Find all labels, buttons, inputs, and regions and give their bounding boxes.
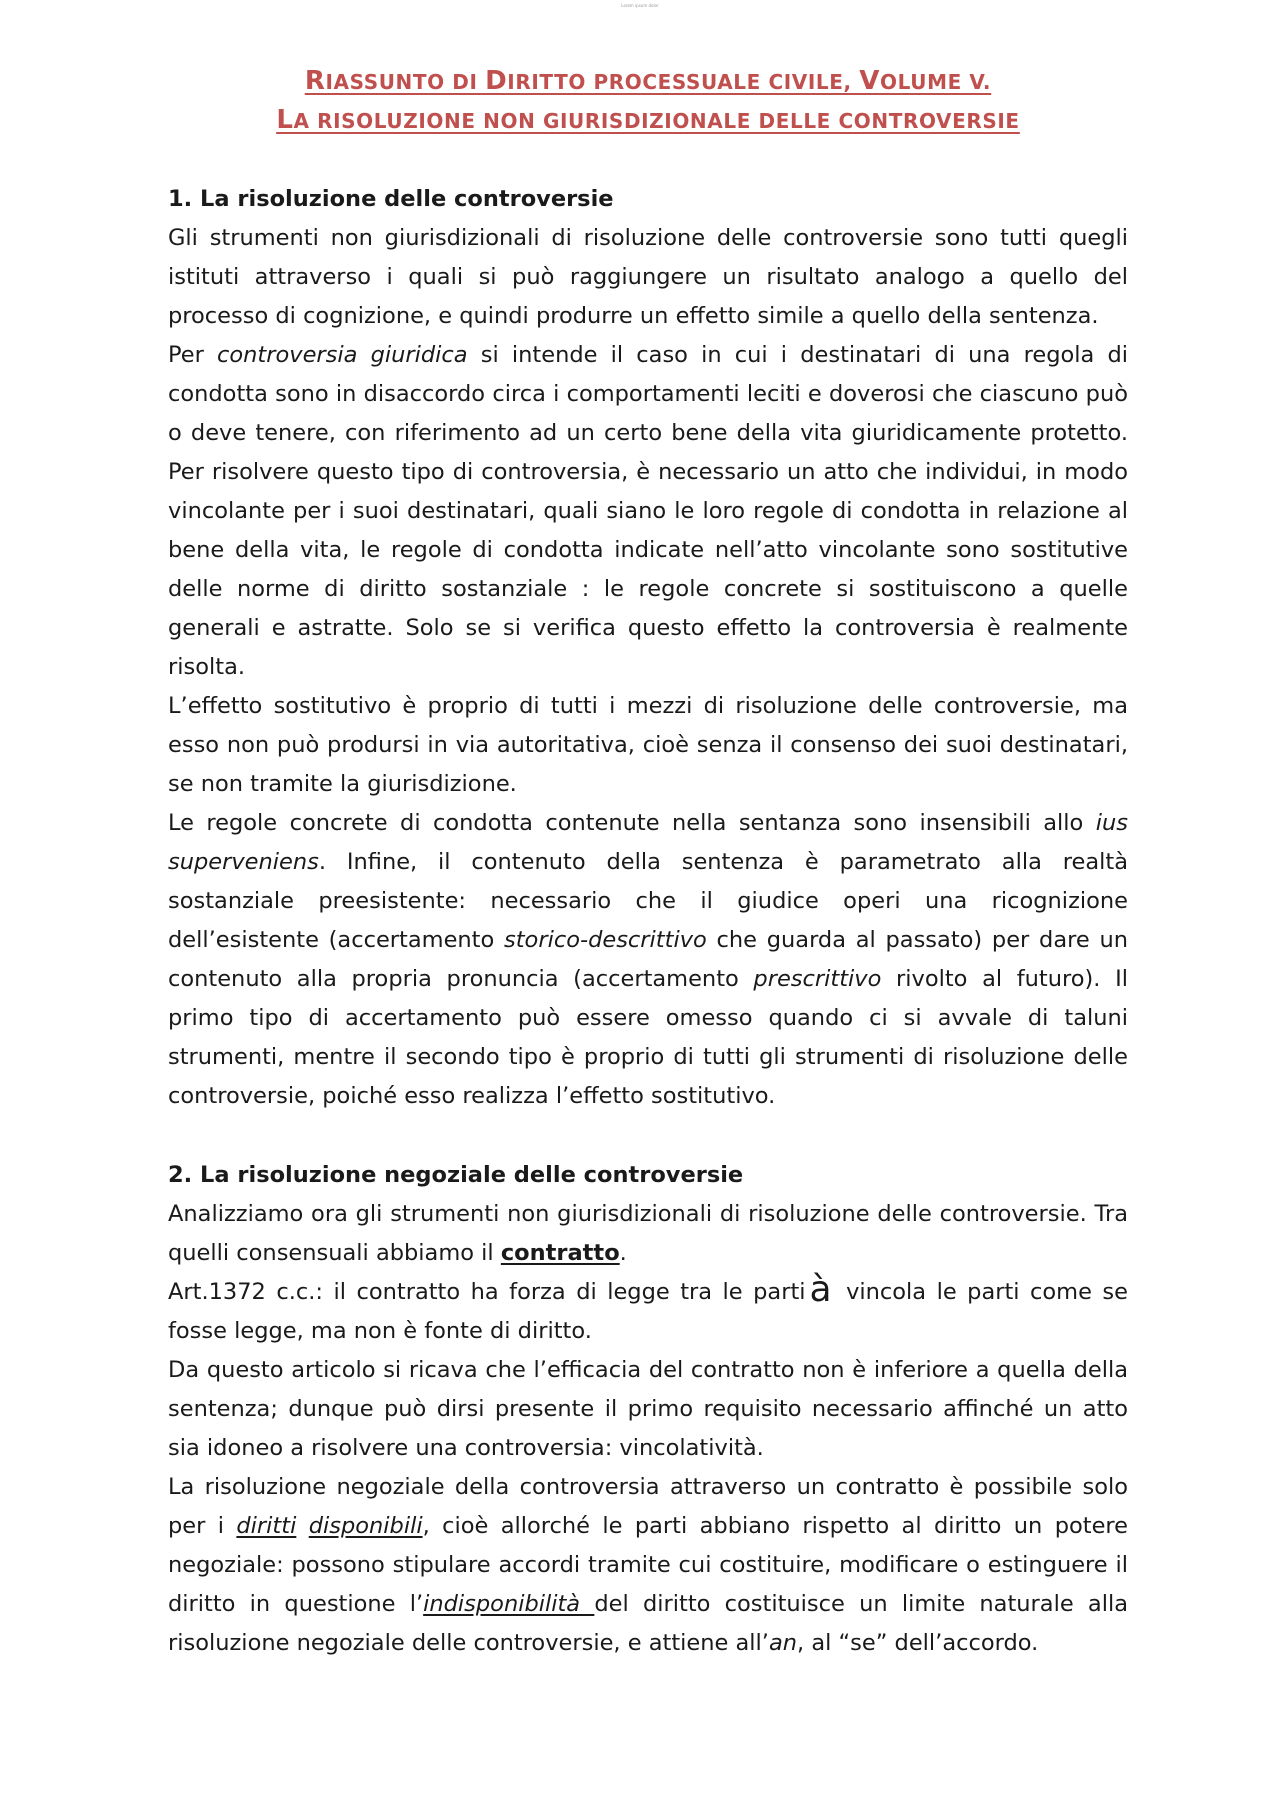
text-run: che guarda al passato) per dare un contenuto alla propria pronuncia (accertamento [168,927,1128,992]
paragraph: L’effetto sostitutivo è proprio di tutti i mezzi di risoluzione delle controversie, ma esso non può prodursi in via autoritativa, cioè senza il consenso dei suoi destinatari, se non tramite la giurisdizione. [168,693,1128,797]
section-2 [168,1156,1128,1663]
text-run: rivolto al futuro). Il primo tipo di accertamento può essere omesso quando ci si avvale di taluni strumenti, mentre il secondo tipo è proprio di tutti gli strumenti di risoluzione delle controversie, poiché esso realizza l’effetto sostitutivo. [168,966,1128,1109]
title-text: IRITTO PROCESSUALE CIVILE, [507,70,860,94]
document-title [168,62,1128,140]
section-heading: 1. La risoluzione delle controversie [168,186,614,212]
italic-term: an [768,1630,798,1656]
text-run: Art.1372 c.c.: il contratto ha forza di legge tra le parti [168,1279,806,1305]
text-run: Analizziamo ora gli strumenti non giurisdizionali di risoluzione delle controversie. Tra quelli consensuali abbiamo il [168,1201,1128,1266]
text-run: La risoluzione negoziale della controversia attraverso un contratto è possibile solo per i [168,1474,1128,1539]
title-initial-v: V [859,66,881,96]
text-run: . [619,1240,627,1266]
title-text: OLUME V. [880,70,992,94]
title-initial-r: R [304,66,326,96]
section-heading: 2. La risoluzione negoziale delle controversie [168,1162,744,1188]
underlined-term: diritti [236,1513,297,1539]
paragraph: Gli strumenti non giurisdizionali di risoluzione delle controversie sono tutti quegli istituti attraverso i quali si può raggiungere un risultato analogo a quello del processo di cognizione, e quindi produrre un effetto simile a quello della sentenza. [168,225,1128,329]
paragraph [168,336,1128,687]
italic-term: storico-descrittivo [504,927,707,953]
title-line-1 [168,62,1128,101]
text-run: , cioè allorché le parti abbiano rispetto al diritto un potere negoziale: possono stipulare accordi tramite cui costituire, modificare o estinguere il diritto in questione l’ [168,1513,1129,1617]
title-line-2 [168,101,1128,140]
underlined-term: indisponibilità [423,1591,595,1617]
paragraph: Da questo articolo si ricava che l’efficacia del contratto non è inferiore a quella della sentenza; dunque può dirsi presente il primo requisito necessario affinché un atto sia idoneo a risolvere una controversia: vincolatività. [168,1357,1128,1461]
bold-term: contratto [500,1240,620,1266]
text-run: vincola le parti come se fosse legge, ma non è fonte di diritto. [168,1279,1128,1344]
italic-term: controversia giuridica [217,342,468,368]
text-run [296,1513,308,1539]
title-initial-l: L [276,105,294,135]
text-run: del diritto costituisce un limite naturale alla risoluzione negoziale delle controversie, e attiene all’ [168,1591,1128,1656]
paragraph [168,1468,1128,1663]
section-1 [168,180,1128,1116]
document-page [168,62,1128,1663]
page-header-mark: Lorem ipsum dolor [621,3,659,8]
title-initial-d: D [485,66,508,96]
paragraph [168,804,1128,1116]
text-run: . Infine, il contenuto della sentenza è parametrato alla realtà sostanziale preesistente: necessario che il giudice operi una ricognizione dell’esistente (accertamento [168,849,1128,953]
title-text: IASSUNTO DI [325,70,486,94]
arrow-symbol-icon: à [809,1269,832,1310]
paragraph [168,1195,1128,1273]
paragraph [168,1269,1128,1351]
text-run: Le regole concrete di condotta contenute nella sentanza sono insensibili allo [168,810,1096,836]
text-run: si intende il caso in cui i destinatari di una regola di condotta sono in disaccordo circa i comportamenti leciti e doverosi che ciascuno può o deve tenere, con riferimento ad un certo bene della vita giuridicamente protetto. Per risolvere questo tipo di controversia, è necessario un atto che individui, in modo vincolante per i suoi destinatari, quali siano le loro regole di condotta in relazione al bene della vita, le regole di condotta indicate nell’atto vincolante sono sostitutive delle norme di diritto sostanziale : le regole concrete si sostituiscono a quelle generali e astratte. Solo se si verifica questo effetto la controversia è realmente risolta. [168,342,1129,680]
text-run: Per [168,342,218,368]
underlined-term: disponibili [308,1513,423,1539]
italic-term: prescrittivo [753,966,882,992]
italic-term: ius superveniens [168,810,1128,875]
title-text: A RISOLUZIONE NON GIURISDIZIONALE DELLE CONTROVERSIE [293,109,1020,133]
text-run: , al “se” dell’accordo. [797,1630,1039,1656]
